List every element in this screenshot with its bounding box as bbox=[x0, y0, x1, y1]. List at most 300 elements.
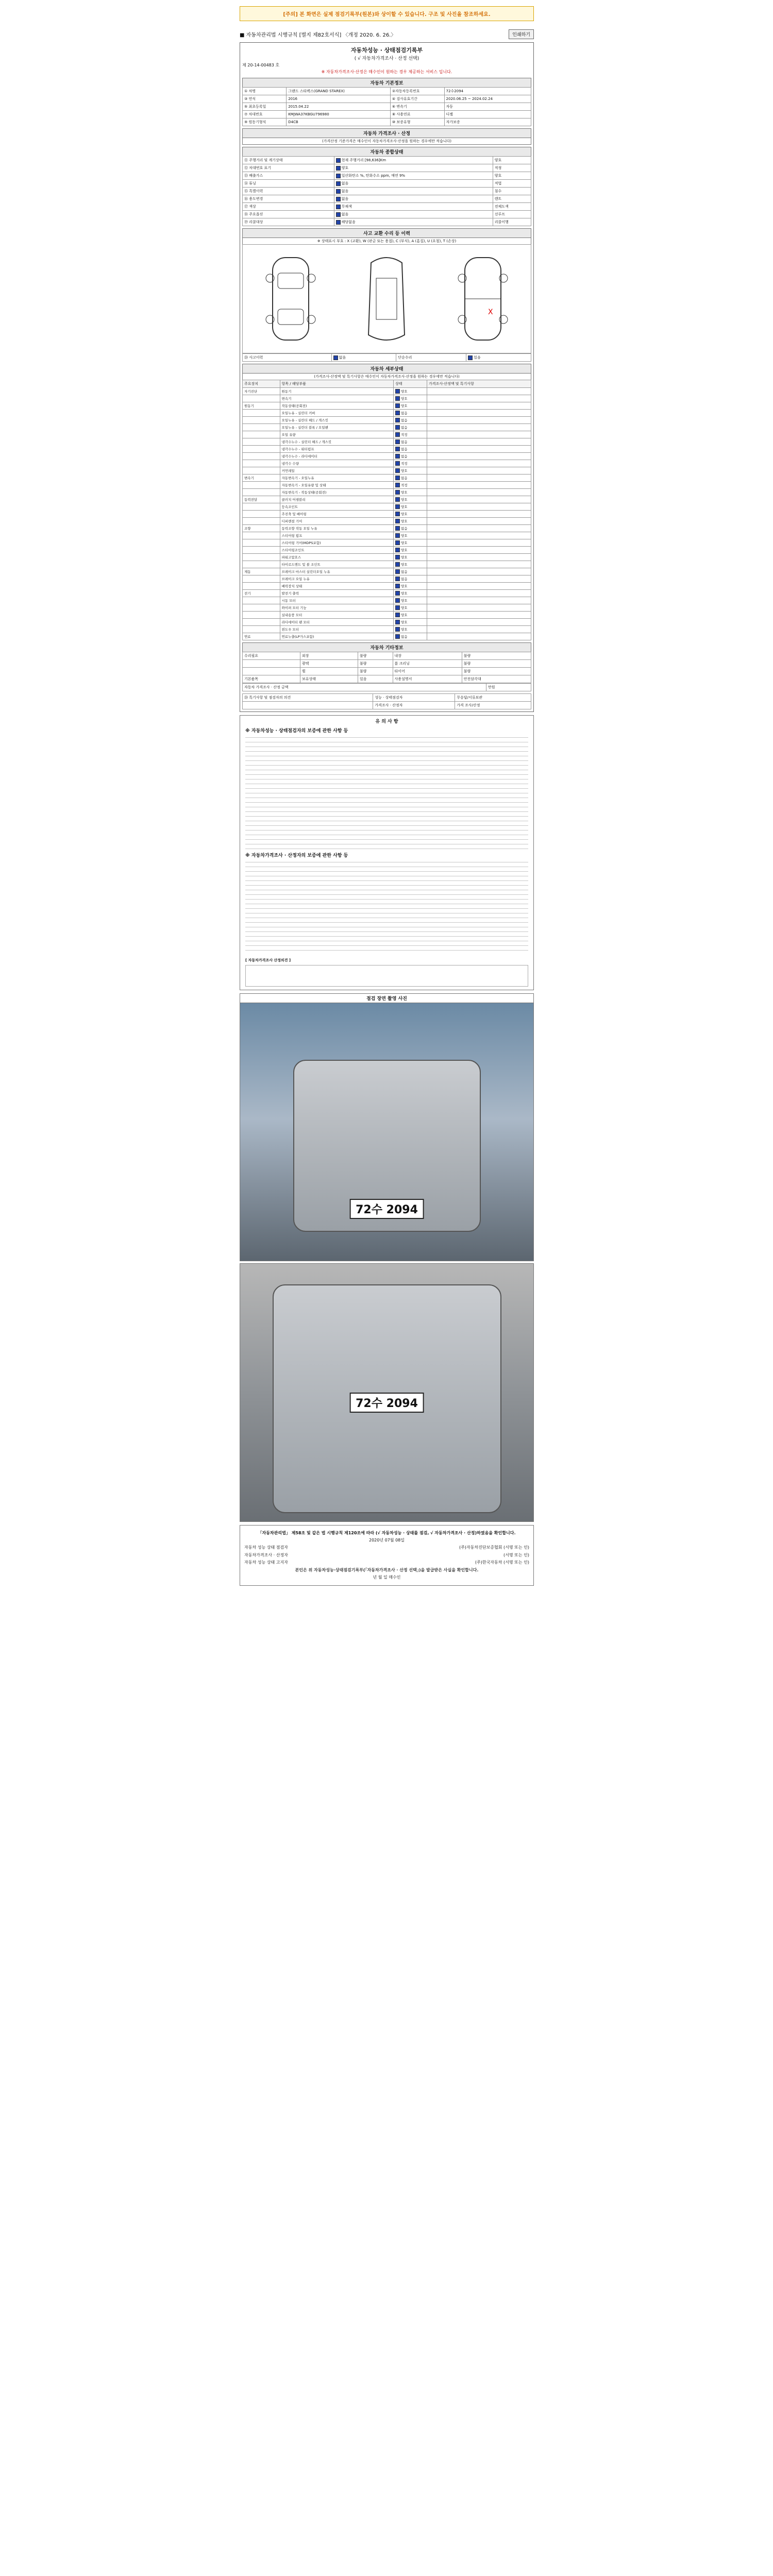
basic-info-row bbox=[243, 118, 531, 126]
detail-note bbox=[427, 417, 531, 424]
detail-state-cell bbox=[393, 619, 427, 626]
basic-info-label: ⑩ 보증유형 bbox=[390, 118, 444, 126]
detail-state: 없음 bbox=[400, 425, 408, 430]
receipt-statement: 본인은 위 자동차성능·상태점검기록부(「자동차가격조사 · 산정 선택」)을 발급받은 사실을 확인합니다. bbox=[295, 1567, 479, 1572]
extra-cell: 내장 bbox=[393, 652, 462, 660]
basic-info-label: ⑨ 원동기형식 bbox=[243, 118, 287, 126]
status-label: ⑲ 리콜대상 bbox=[243, 218, 334, 226]
detail-note bbox=[427, 474, 531, 482]
detail-row bbox=[243, 503, 531, 511]
pricer-label: 자동차가격조사 · 산정자 bbox=[244, 1552, 288, 1557]
basic-info-table bbox=[242, 87, 531, 126]
detail-state-cell bbox=[393, 561, 427, 568]
photo-title: 점검 장면 촬영 사진 bbox=[240, 993, 534, 1003]
basic-info-row bbox=[243, 95, 531, 103]
detail-checkbox[interactable] bbox=[395, 425, 400, 430]
detail-checkbox[interactable] bbox=[395, 584, 400, 588]
detail-state-cell bbox=[393, 467, 427, 474]
detail-state-cell bbox=[393, 597, 427, 604]
basic-info-row bbox=[243, 111, 531, 118]
accident-no-label: 없음 bbox=[339, 355, 346, 360]
status-value-cell bbox=[334, 172, 493, 180]
damage-section-title: 사고 교환 수리 등 이력 bbox=[242, 228, 531, 238]
detail-system: 변속기 bbox=[243, 474, 280, 482]
detail-state: 양호 bbox=[400, 497, 408, 502]
detail-system: 조향 bbox=[243, 525, 280, 532]
status-row bbox=[243, 180, 531, 188]
detail-row bbox=[243, 467, 531, 474]
status-checkbox[interactable] bbox=[336, 158, 341, 163]
basic-info-row bbox=[243, 103, 531, 111]
status-checkbox[interactable] bbox=[336, 197, 341, 201]
status-table bbox=[242, 156, 531, 226]
detail-item: 배력장치 상태 bbox=[280, 583, 393, 590]
form-title: ■ 자동차관리법 시행규칙 [별지 제82호서식] 〈개정 2020. 6. 26.〉 bbox=[240, 32, 396, 38]
status-row bbox=[243, 211, 531, 218]
accident-no-checkbox[interactable] bbox=[333, 355, 338, 360]
accident-table bbox=[242, 353, 531, 362]
inspection-record-document bbox=[240, 0, 534, 1586]
detail-note bbox=[427, 388, 531, 395]
detail-row bbox=[243, 583, 531, 590]
status-value-cell bbox=[334, 157, 493, 164]
detail-checkbox[interactable] bbox=[395, 396, 400, 401]
detail-checkbox[interactable] bbox=[395, 591, 400, 596]
detail-table bbox=[242, 380, 531, 640]
detail-checkbox[interactable] bbox=[395, 555, 400, 560]
detail-note bbox=[427, 395, 531, 402]
detail-checkbox[interactable] bbox=[395, 454, 400, 459]
detail-item: 오일누유 - 실린더 헤드 / 개스킷 bbox=[280, 417, 393, 424]
detail-checkbox[interactable] bbox=[395, 540, 400, 545]
detail-system bbox=[243, 539, 280, 547]
buyer-sign: 년 월 일 매수인 bbox=[373, 1575, 401, 1580]
detail-row bbox=[243, 525, 531, 532]
extra-row bbox=[243, 660, 531, 668]
detail-checkbox[interactable] bbox=[395, 497, 400, 502]
detail-item: 작동상태(공회전) bbox=[280, 402, 393, 410]
detail-row bbox=[243, 590, 531, 597]
detail-system bbox=[243, 395, 280, 402]
pricer-name: (서명 또는 인) bbox=[503, 1552, 529, 1557]
detail-note bbox=[427, 460, 531, 467]
detail-checkbox[interactable] bbox=[395, 548, 400, 552]
detail-checkbox[interactable] bbox=[395, 577, 400, 581]
extra-section-title: 자동차 기타정보 bbox=[242, 642, 531, 652]
detail-item: 윈도우 모터 bbox=[280, 626, 393, 633]
status-option: 양호 bbox=[493, 157, 531, 164]
signoff-cell: 가격 조사/산정 bbox=[455, 702, 531, 709]
pricer-row bbox=[244, 1552, 529, 1559]
damage-legend: ※ 상태표시 부호 : X (교환), W (판금 또는 용접), C (부식), A (흠집), U (요철), T (손상) bbox=[242, 238, 531, 244]
extra-cell: 외장 bbox=[300, 652, 358, 660]
basic-info-value: 2015.04.22 bbox=[287, 103, 391, 111]
detail-system bbox=[243, 604, 280, 612]
detail-note bbox=[427, 467, 531, 474]
detail-system bbox=[243, 547, 280, 554]
status-label: ⑯ 용도변경 bbox=[243, 195, 334, 203]
detail-state: 양호 bbox=[400, 620, 408, 624]
car-front-diagram bbox=[260, 252, 322, 345]
detail-checkbox[interactable] bbox=[395, 468, 400, 473]
record-subtitle: ( √ 자동차가격조사 · 산정 선택) bbox=[354, 56, 419, 61]
status-option: 침수 bbox=[493, 188, 531, 195]
signoff-cell bbox=[243, 702, 373, 709]
detail-checkbox[interactable] bbox=[395, 627, 400, 632]
detail-note bbox=[427, 482, 531, 489]
basic-info-value: 자가보증 bbox=[444, 118, 531, 126]
detail-system bbox=[243, 518, 280, 525]
detail-row bbox=[243, 482, 531, 489]
detail-state: 없음 bbox=[400, 454, 408, 459]
detail-row bbox=[243, 575, 531, 583]
extra-cell: 불량 bbox=[462, 668, 531, 675]
status-row bbox=[243, 195, 531, 203]
detail-row bbox=[243, 568, 531, 575]
detail-checkbox[interactable] bbox=[395, 461, 400, 466]
detail-state: 양호 bbox=[400, 389, 408, 394]
detail-system: 제동 bbox=[243, 568, 280, 575]
status-value-cell bbox=[334, 164, 493, 172]
detail-checkbox[interactable] bbox=[395, 613, 400, 617]
detail-state-cell bbox=[393, 410, 427, 417]
detail-state-cell bbox=[393, 424, 427, 431]
detail-system bbox=[243, 467, 280, 474]
front-license-plate: 72수 2094 bbox=[349, 1199, 424, 1219]
detail-state-cell bbox=[393, 547, 427, 554]
detail-state-cell bbox=[393, 568, 427, 575]
detail-note bbox=[427, 453, 531, 460]
detail-note bbox=[427, 561, 531, 568]
basic-info-value: D4CB bbox=[287, 118, 391, 126]
basic-info-value: 자동 bbox=[444, 103, 531, 111]
inspector-row bbox=[244, 1544, 529, 1551]
extra-cell bbox=[243, 660, 300, 668]
detail-checkbox[interactable] bbox=[395, 504, 400, 509]
extra-cell: 불량 bbox=[462, 652, 531, 660]
detail-state: 양호 bbox=[400, 396, 408, 401]
detail-section-title: 자동차 세부상태 bbox=[242, 364, 531, 373]
detail-checkbox[interactable] bbox=[395, 411, 400, 415]
status-label: ⑭ 튜닝 bbox=[243, 180, 334, 188]
detail-item: 스티어링 펌프 bbox=[280, 532, 393, 539]
detail-item: 시동 모터 bbox=[280, 597, 393, 604]
detail-system bbox=[243, 532, 280, 539]
detail-system bbox=[243, 424, 280, 431]
detail-section-note: (가격조사·산정액 및 특기사항은 매수인이 자동차가격조사·산정을 원하는 경우에만 적습니다) bbox=[242, 373, 531, 380]
detail-checkbox[interactable] bbox=[395, 447, 400, 451]
status-value: 무채색 bbox=[341, 205, 352, 209]
warning-notice: [주의] 본 화면은 실제 점검기록부(원본)와 상이할 수 있습니다. 구조 및 사진을 참조하세요. bbox=[240, 6, 534, 21]
detail-row bbox=[243, 474, 531, 482]
status-value: 양호 bbox=[341, 166, 349, 170]
detail-state: 없음 bbox=[400, 577, 408, 581]
detail-note bbox=[427, 431, 531, 438]
detail-item: 파워고압호스 bbox=[280, 554, 393, 561]
detail-item: 스티어링조인트 bbox=[280, 547, 393, 554]
basic-info-label: ⑦ 차대번호 bbox=[243, 111, 287, 118]
detail-state: 양호 bbox=[400, 504, 408, 509]
signoff-row bbox=[243, 702, 531, 709]
damage-diagram bbox=[242, 244, 531, 353]
detail-state-cell bbox=[393, 474, 427, 482]
detail-state-cell bbox=[393, 503, 427, 511]
status-label: ⑬ 배출가스 bbox=[243, 172, 334, 180]
detail-note bbox=[427, 518, 531, 525]
detail-system: 전기 bbox=[243, 590, 280, 597]
detail-system bbox=[243, 446, 280, 453]
detail-item: 추진축 및 베어링 bbox=[280, 511, 393, 518]
detail-item: 오일누유 - 실린더 블록 / 오일팬 bbox=[280, 424, 393, 431]
record-frame bbox=[240, 42, 534, 712]
extra-cell: 보유상태 bbox=[300, 675, 358, 683]
detail-system bbox=[243, 583, 280, 590]
detail-checkbox[interactable] bbox=[395, 512, 400, 516]
basic-info-label: ⑧ 사용연료 bbox=[390, 111, 444, 118]
detail-note bbox=[427, 597, 531, 604]
detail-system: 자기진단 bbox=[243, 388, 280, 395]
detail-note bbox=[427, 438, 531, 446]
detail-checkbox[interactable] bbox=[395, 605, 400, 610]
detail-state: 양호 bbox=[400, 468, 408, 473]
detail-state: 양호 bbox=[400, 512, 408, 516]
detail-checkbox[interactable] bbox=[395, 389, 400, 394]
detail-item: 냉각수누수 - 실린더 헤드 / 개스킷 bbox=[280, 438, 393, 446]
detail-state-cell bbox=[393, 417, 427, 424]
signoff-cell: ⑳ 특기사항 및 점검자의 의견 bbox=[243, 694, 373, 702]
status-value: 없음 bbox=[341, 212, 349, 216]
detail-checkbox[interactable] bbox=[395, 418, 400, 422]
extra-cell: 불량 bbox=[462, 660, 531, 668]
detail-row bbox=[243, 554, 531, 561]
detail-item: 클러치 어셈블리 bbox=[280, 496, 393, 503]
detail-row bbox=[243, 410, 531, 417]
print-button[interactable]: 인쇄하기 bbox=[509, 29, 534, 39]
detail-row bbox=[243, 561, 531, 568]
detail-note bbox=[427, 604, 531, 612]
detail-state-cell bbox=[393, 482, 427, 489]
detail-system: 원동기 bbox=[243, 402, 280, 410]
detail-state: 양호 bbox=[400, 598, 408, 603]
detail-item: 스티어링 기어(MDPS포함) bbox=[280, 539, 393, 547]
detail-checkbox[interactable] bbox=[395, 533, 400, 538]
detail-state-cell bbox=[393, 604, 427, 612]
detail-checkbox[interactable] bbox=[395, 483, 400, 487]
detail-header-state: 상태 bbox=[393, 380, 427, 388]
detail-system bbox=[243, 482, 280, 489]
status-row bbox=[243, 164, 531, 172]
detail-note bbox=[427, 496, 531, 503]
detail-note bbox=[427, 402, 531, 410]
detail-item: 와이퍼 모터 기능 bbox=[280, 604, 393, 612]
detail-note bbox=[427, 539, 531, 547]
detail-item: 오일누유 - 실린더 커버 bbox=[280, 410, 393, 417]
detail-checkbox[interactable] bbox=[395, 439, 400, 444]
detail-item: 냉각수누수 - 라디에이터 bbox=[280, 453, 393, 460]
front-inspection-photo bbox=[240, 1003, 534, 1261]
detail-row bbox=[243, 453, 531, 460]
status-label: ⑱ 주요옵션 bbox=[243, 211, 334, 218]
status-value: 없음 bbox=[341, 197, 349, 201]
status-option: 양호 bbox=[493, 172, 531, 180]
extra-cell: 휠 bbox=[300, 668, 358, 675]
title-bar bbox=[240, 29, 534, 39]
extra-cell: 불량 bbox=[358, 668, 393, 675]
detail-row bbox=[243, 619, 531, 626]
status-checkbox[interactable] bbox=[336, 181, 341, 186]
status-label: ⑮ 특별이력 bbox=[243, 188, 334, 195]
detail-system bbox=[243, 554, 280, 561]
detail-checkbox[interactable] bbox=[395, 598, 400, 603]
detail-state: 양호 bbox=[400, 403, 408, 408]
detail-note bbox=[427, 633, 531, 640]
detail-system bbox=[243, 489, 280, 496]
terms-inspector-text bbox=[245, 737, 528, 851]
detail-item: 브레이크 오일 누유 bbox=[280, 575, 393, 583]
terms-section bbox=[240, 715, 534, 990]
detail-state-cell bbox=[393, 460, 427, 467]
detail-state-cell bbox=[393, 626, 427, 633]
detail-row bbox=[243, 417, 531, 424]
pricer-opinion-box bbox=[245, 965, 528, 987]
detail-note bbox=[427, 489, 531, 496]
status-row bbox=[243, 188, 531, 195]
detail-state: 양호 bbox=[400, 613, 408, 617]
detail-state-cell bbox=[393, 554, 427, 561]
rear-inspection-photo bbox=[240, 1263, 534, 1522]
detail-row bbox=[243, 446, 531, 453]
signoff-cell: 가격조사 · 산정자 bbox=[373, 702, 455, 709]
detail-item: 자동변속기 - 오일누유 bbox=[280, 474, 393, 482]
detail-checkbox[interactable] bbox=[395, 569, 400, 574]
certification-date: 2020년 07월 08일 bbox=[369, 1538, 405, 1543]
repair-yes-checkbox[interactable] bbox=[468, 355, 473, 360]
record-number: 제 20-14-00483 호 bbox=[242, 63, 280, 67]
detail-item: 자동변속기 - 작동상태(공회전) bbox=[280, 489, 393, 496]
detail-checkbox[interactable] bbox=[395, 620, 400, 624]
detail-state: 양호 bbox=[400, 562, 408, 567]
detail-state-cell bbox=[393, 612, 427, 619]
detail-state: 없음 bbox=[400, 569, 408, 574]
detail-checkbox[interactable] bbox=[395, 476, 400, 480]
status-row bbox=[243, 218, 531, 226]
detail-item: 타이로드엔드 및 볼 조인트 bbox=[280, 561, 393, 568]
inspector-label: 자동차 성능 상태 점검자 bbox=[244, 1545, 288, 1550]
status-value: 없음 bbox=[341, 189, 349, 193]
price-amount-label: 자동차 가격조사 · 산정 금액 bbox=[243, 684, 486, 691]
detail-state: 없음 bbox=[400, 418, 408, 422]
detail-system bbox=[243, 511, 280, 518]
detail-system bbox=[243, 597, 280, 604]
detail-system bbox=[243, 460, 280, 467]
detail-checkbox[interactable] bbox=[395, 432, 400, 437]
signoff-cell: 성능 · 상태점검자 bbox=[373, 694, 455, 702]
detail-state-cell bbox=[393, 402, 427, 410]
detail-checkbox[interactable] bbox=[395, 490, 400, 495]
detail-note bbox=[427, 568, 531, 575]
status-option: 렌트 bbox=[493, 195, 531, 203]
detail-item: 냉각수누수 - 워터펌프 bbox=[280, 446, 393, 453]
status-checkbox[interactable] bbox=[336, 212, 341, 217]
detail-header-system: 주요장치 bbox=[243, 380, 280, 388]
basic-info-value: 2016 bbox=[287, 95, 391, 103]
status-checkbox[interactable] bbox=[336, 166, 341, 171]
detail-system bbox=[243, 561, 280, 568]
status-row bbox=[243, 172, 531, 180]
status-checkbox[interactable] bbox=[336, 174, 341, 178]
detail-note bbox=[427, 511, 531, 518]
detail-state: 양호 bbox=[400, 591, 408, 596]
car-top-diagram bbox=[356, 252, 417, 345]
detail-item: 동력조향 작동 오일 누유 bbox=[280, 525, 393, 532]
status-value: 현재 주행거리 [98,636]Km bbox=[341, 158, 386, 162]
detail-note bbox=[427, 575, 531, 583]
detail-state: 없음 bbox=[400, 634, 408, 639]
detail-state-cell bbox=[393, 575, 427, 583]
status-value-cell bbox=[334, 188, 493, 195]
detail-state: 양호 bbox=[400, 490, 408, 495]
detail-note bbox=[427, 626, 531, 633]
status-checkbox[interactable] bbox=[336, 205, 341, 209]
detail-state-cell bbox=[393, 633, 427, 640]
detail-checkbox[interactable] bbox=[395, 634, 400, 639]
status-value-cell bbox=[334, 218, 493, 226]
detail-item: 오일 유량 bbox=[280, 431, 393, 438]
detail-checkbox[interactable] bbox=[395, 403, 400, 408]
detail-checkbox[interactable] bbox=[395, 519, 400, 523]
status-value: 해당없음 bbox=[341, 220, 356, 224]
detail-state-cell bbox=[393, 395, 427, 402]
detail-state-cell bbox=[393, 446, 427, 453]
detail-row bbox=[243, 438, 531, 446]
basic-info-label: ⑤ 최초등록일 bbox=[243, 103, 287, 111]
signoff-row bbox=[243, 694, 531, 702]
extra-cell: 불량 bbox=[358, 652, 393, 660]
status-checkbox[interactable] bbox=[336, 189, 341, 194]
status-value-cell bbox=[334, 180, 493, 188]
terms-heading: 유 의 사 항 bbox=[375, 719, 398, 724]
detail-item: 커먼레일 bbox=[280, 467, 393, 474]
detail-row bbox=[243, 424, 531, 431]
detail-note bbox=[427, 532, 531, 539]
basic-info-label: ②자동차등록번호 bbox=[390, 88, 444, 95]
detail-checkbox[interactable] bbox=[395, 526, 400, 531]
extra-cell: 있음 bbox=[358, 675, 393, 683]
basic-info-value: 72수2094 bbox=[444, 88, 531, 95]
price-section-note: (가격산정 기준가격은 매수인이 자동차가격조사·산정을 원하는 경우에만 적습니다) bbox=[242, 138, 531, 145]
status-checkbox[interactable] bbox=[336, 220, 341, 225]
extra-cell: 불량 bbox=[358, 660, 393, 668]
status-value-cell bbox=[334, 195, 493, 203]
detail-checkbox[interactable] bbox=[395, 562, 400, 567]
extra-cell: 안전삼각대 bbox=[462, 675, 531, 683]
detail-state-cell bbox=[393, 532, 427, 539]
detail-note bbox=[427, 525, 531, 532]
detail-header-note: 가격조사·산정액 및 특기사항 bbox=[427, 380, 531, 388]
detail-row bbox=[243, 431, 531, 438]
extra-cell: 광택 bbox=[300, 660, 358, 668]
basic-info-value: 디젤 bbox=[444, 111, 531, 118]
svg-text:X: X bbox=[488, 308, 493, 316]
detail-item: 등속조인트 bbox=[280, 503, 393, 511]
detail-system: 동력전달 bbox=[243, 496, 280, 503]
detail-state-cell bbox=[393, 489, 427, 496]
status-row bbox=[243, 157, 531, 164]
extra-cell: 사용설명서 bbox=[393, 675, 462, 683]
detail-note bbox=[427, 410, 531, 417]
detail-item: 연료누출(LP가스포함) bbox=[280, 633, 393, 640]
price-amount-table bbox=[242, 683, 531, 691]
